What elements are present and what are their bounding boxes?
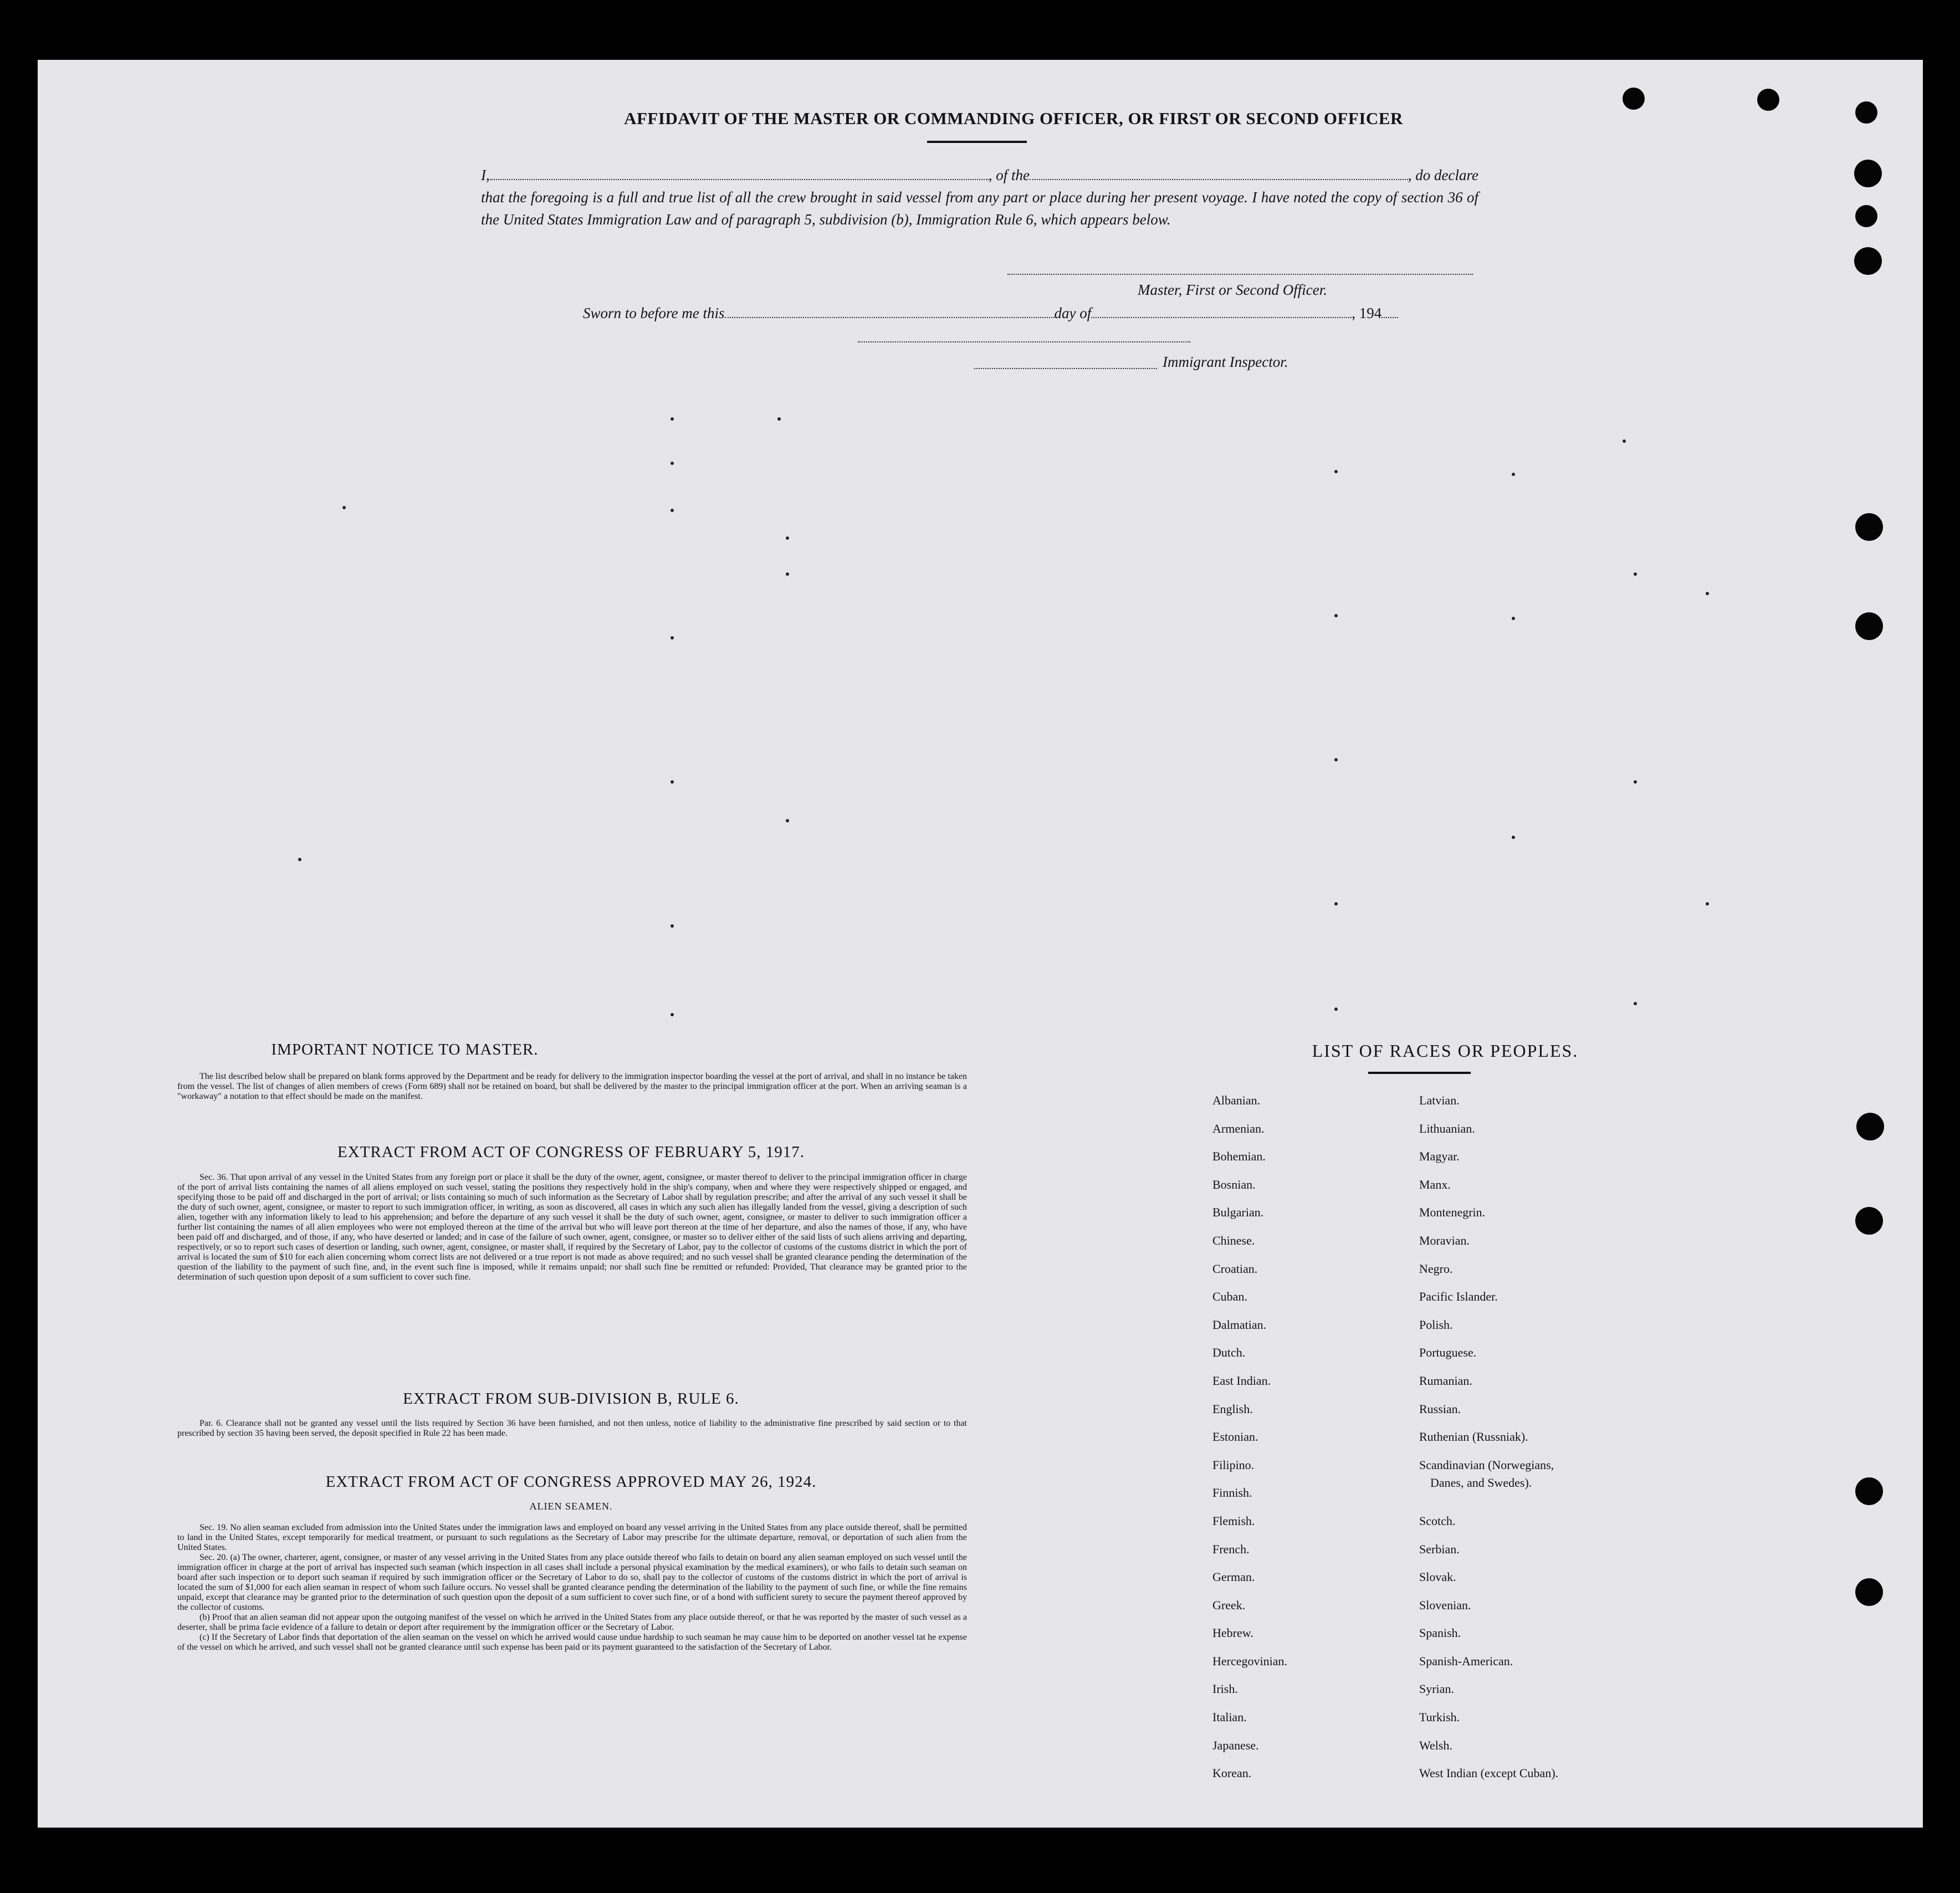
speck: [1512, 617, 1515, 620]
binder-hole-8: [1855, 612, 1883, 640]
race-item: West Indian (except Cuban).: [1419, 1766, 1559, 1781]
race-item: Hebrew.: [1212, 1626, 1253, 1640]
extract2-paragraph: Par. 6. Clearance shall not be granted any vessel until the lists required by Section 36 have been furnished, and not then unless, notice of liability to the administrative fine prescribed by said section or to that prescribed by section 35 having been served, the deposit specified in Rule 22 has been made.: [177, 1419, 967, 1438]
title-underline: [927, 141, 1027, 143]
sworn-year: , 194: [1352, 305, 1382, 321]
speck: [671, 462, 674, 465]
race-item: Moravian.: [1419, 1233, 1470, 1247]
declaration-of-the: , of the: [988, 167, 1030, 183]
race-item: East Indian.: [1212, 1373, 1271, 1388]
race-item: Portuguese.: [1419, 1345, 1477, 1360]
speck: [1512, 836, 1515, 839]
races-left-column: [1212, 1094, 1287, 1795]
race-item: Croatian.: [1212, 1261, 1258, 1276]
race-item: Welsh.: [1419, 1738, 1452, 1752]
race-item: Spanish-American.: [1419, 1654, 1513, 1668]
race-item: Finnish.: [1212, 1486, 1252, 1500]
sworn-day-of: day of: [1054, 305, 1092, 321]
race-item: Greek.: [1212, 1598, 1246, 1612]
race-item: Danes, and Swedes).: [1430, 1475, 1532, 1490]
race-item: Scandinavian (Norwegians,: [1419, 1457, 1554, 1472]
speck: [786, 536, 789, 540]
race-item: Chinese.: [1212, 1233, 1255, 1247]
binder-hole-4: [1854, 160, 1882, 187]
speck: [786, 572, 789, 576]
race-item: Negro.: [1419, 1261, 1453, 1276]
speck: [1623, 439, 1626, 443]
race-item: Latvian.: [1419, 1093, 1460, 1107]
notice-paragraph: The list described below shall be prepared on blank forms approved by the Department and be ready for delivery to the immigration inspector boarding the vessel at the port of arrival, and shall in no instance be taken from the vessel. The list of changes of alien members of crews (Form 689) shall not be retained on board, but shall be delivered by the master to the principal immigration officer at the port. When an arriving seaman is a "workaway" a notation to that effect should be made on the manifest.: [177, 1072, 967, 1101]
sec19-paragraph: Sec. 19. No alien seaman excluded from admission into the United States under the immigration laws and employed on board any vessel arriving in the United States from any place outside thereof, shall be permitted to land in the United States, except temporarily for medical treatment, or pursuant to such regulations as the Secretary of Labor may prescribe for the ultimate departure, removal, or deportation of such alien from the United States.: [177, 1523, 967, 1552]
race-item: Manx.: [1419, 1177, 1451, 1191]
vessel-blank[interactable]: [1030, 167, 1408, 180]
extract1-paragraph: Sec. 36. That upon arrival of any vessel in the United States from any foreign port or place it shall be the duty of the owner, agent, consignee, or master thereof to deliver to the principal immigration officer in charge of the port of arrival lists containing the names of all aliens employed on such vessel, stating the positions they respectively hold in the ship's company, when and where they were respectively shipped or engaged, and specifying those to be paid off and discharged in the port of arrival; or lists containing so much of such information as the Secretary of Labor shall by regulation prescribe; and after the arrival of any such vessel it shall be the duty of such owner, agent, consignee, or master to report to such immigration officer, in writing, as soon as discovered, all cases in which any such alien has illegally landed from the vessel, giving a description of such alien, together with any information likely to lead to his apprehension; and before the departure of any such vessel it shall be the duty of such owner, agent, consignee, or master to deliver to such immigration officer a further list containing the names of all alien employees who were not employed thereon at the time of the arrival but who will leave port thereon at the time of her departure, and also the names of those, if any, who have been paid off and discharged, and of those, if any, who have deserted or landed; and in case of the failure of such owner, agent, consignee, or master so to deliver either of the said lists of such aliens arriving and departing, respectively, or so to report such cases of desertion or landing, such owner, agent, consignee, or master shall, if required by the Secretary of Labor, pay to the collector of customs of the customs district in which the port of arrival is located the sum of $10 for each alien concerning whom correct lists are not delivered or a true report is not made as above required; and no such vessel shall be granted clearance pending the determination of the question of the liability to the payment of such fine, and, in the event such fine is imposed, while it remains unpaid; nor shall such fine be remitted or refunded: Provided, That clearance may be granted prior to the determination of such question upon deposit of a sum sufficient to cover such fine.: [177, 1173, 967, 1282]
race-item: Magyar.: [1419, 1149, 1460, 1164]
speck: [1706, 592, 1709, 595]
binder-hole-6: [1854, 247, 1882, 275]
speck: [1634, 780, 1637, 784]
race-item: Japanese.: [1212, 1738, 1259, 1752]
sworn-line: [583, 305, 1481, 322]
race-item: French.: [1212, 1542, 1250, 1556]
race-item: Bohemian.: [1212, 1149, 1266, 1164]
races-title: LIST OF RACES OR PEOPLES.: [1312, 1041, 1579, 1061]
binder-hole-9: [1856, 1113, 1884, 1140]
name-blank[interactable]: [490, 167, 989, 180]
race-item: Ruthenian (Russniak).: [1419, 1430, 1528, 1444]
binder-hole-1: [1623, 88, 1645, 110]
race-item: Rumanian.: [1419, 1373, 1472, 1388]
notice-title: IMPORTANT NOTICE TO MASTER.: [271, 1041, 539, 1058]
race-item: Armenian.: [1212, 1121, 1265, 1135]
race-item: Lithuanian.: [1419, 1121, 1475, 1135]
race-item: Spanish.: [1419, 1626, 1461, 1640]
binder-hole-5: [1855, 205, 1877, 227]
declaration-text: that the foregoing is a full and true list of all the crew brought in said vessel from any part or place during her present voyage. I have noted the copy of section 36 of the United States Immigration Law and of paragraph 5, subdivision (b), Immigration Rule 6, which appears below.: [481, 189, 1478, 228]
speck: [777, 417, 781, 421]
races-title-underline: [1368, 1072, 1471, 1074]
extract2-title: EXTRACT FROM SUB-DIVISION B, RULE 6.: [403, 1390, 739, 1408]
sec20c-paragraph: (c) If the Secretary of Labor finds that deportation of the alien seaman on the vessel on which he arrived would cause undue hardship to such seaman he may cause him to be deported on another vessel tat he expense of the vessel on which he arrived, and such vessel shall not be granted clearance until such expense has been paid or its payment guaranteed to the satisfaction of the Secretary of Labor.: [177, 1633, 967, 1652]
race-item: Serbian.: [1419, 1542, 1460, 1556]
speck: [1334, 758, 1338, 761]
race-item: Slovak.: [1419, 1570, 1456, 1584]
sworn-year-blank[interactable]: [1381, 305, 1398, 318]
speck: [671, 417, 674, 421]
race-item: Turkish.: [1419, 1710, 1460, 1725]
sec20b-paragraph: (b) Proof that an alien seaman did not appear upon the outgoing manifest of the vessel on which he arrived in the United States from any place outside thereof, or that he was reported by the master of such vessel as a deserter, shall be prima facie evidence of a failure to detain or deport after requirement by the immigration officer or the Secretary of Labor.: [177, 1613, 967, 1632]
speck: [1634, 1002, 1637, 1005]
speck: [342, 506, 346, 509]
race-item: Korean.: [1212, 1766, 1252, 1781]
speck: [1334, 902, 1338, 905]
race-item: Slovenian.: [1419, 1598, 1471, 1612]
speck: [671, 780, 674, 784]
notice-text: [177, 1072, 967, 1102]
speck: [1634, 572, 1637, 576]
binder-hole-7: [1855, 513, 1883, 541]
declaration-i: I,: [481, 167, 490, 183]
speck: [671, 1013, 674, 1016]
speck: [671, 509, 674, 512]
race-item: Syrian.: [1419, 1682, 1454, 1696]
race-item: Italian.: [1212, 1710, 1247, 1725]
speck: [786, 819, 789, 822]
races-right-column: [1419, 1094, 1558, 1795]
speck: [1334, 1007, 1338, 1011]
extract3-title: EXTRACT FROM ACT OF CONGRESS APPROVED MAY 26, 1924.: [325, 1473, 817, 1491]
affidavit-body: [481, 164, 1478, 231]
declaration-do-declare: , do declare: [1408, 167, 1478, 183]
extract1-title: EXTRACT FROM ACT OF CONGRESS OF FEBRUARY 5, 1917.: [337, 1143, 805, 1161]
extract3-subtitle: ALIEN SEAMEN.: [529, 1501, 613, 1512]
race-item: Hercegovinian.: [1212, 1654, 1287, 1668]
speck: [671, 924, 674, 928]
declaration-line: [481, 164, 1478, 186]
speck: [298, 858, 301, 861]
race-item: Flemish.: [1212, 1513, 1255, 1528]
extract2-text: [177, 1419, 967, 1439]
extract1-text: [177, 1173, 967, 1282]
race-item: Cuban.: [1212, 1290, 1247, 1304]
sworn-prefix: Sworn to before me this: [583, 305, 725, 321]
master-signature-line[interactable]: [1007, 274, 1473, 275]
speck: [671, 636, 674, 639]
speck: [1334, 614, 1338, 617]
race-item: Dalmatian.: [1212, 1317, 1267, 1332]
document-sheet: [38, 60, 1923, 1828]
sworn-month-blank[interactable]: [1091, 305, 1352, 318]
race-item: Bulgarian.: [1212, 1205, 1264, 1220]
race-item: Russian.: [1419, 1401, 1461, 1416]
extract3-text: [177, 1523, 967, 1652]
affidavit-title: AFFIDAVIT OF THE MASTER OR COMMANDING OFFICER, OR FIRST OR SECOND OFFICER: [624, 109, 1403, 128]
race-item: Scotch.: [1419, 1513, 1456, 1528]
binder-hole-10: [1855, 1207, 1883, 1235]
inspector-signature-line[interactable]: [974, 368, 1157, 369]
speck: [1512, 473, 1515, 476]
race-item: Estonian.: [1212, 1430, 1258, 1444]
binder-hole-2: [1757, 89, 1779, 111]
race-item: Bosnian.: [1212, 1177, 1256, 1191]
race-item: German.: [1212, 1570, 1255, 1584]
race-item: Polish.: [1419, 1317, 1453, 1332]
sec20a-paragraph: Sec. 20. (a) The owner, charterer, agent, consignee, or master of any vessel arriving in the United States from any place outside thereof who fails to detain on board any alien seaman employed on such vessel until the immigration officer in charge at the port of arrival has inspected such seaman (which inspection in all cases shall include a personal physical examination by the medical examiners), or who fails to detain such seaman on board after such inspection or to deport such seaman if required by such immigration officer or the Secretary of Labor to do so, shall pay to the collector of customs of the customs district in which the port of arrival is located the sum of $1,000 for each alien seaman in respect of whom such failure occurs. No vessel shall be granted clearance pending the determination of the liability to the payment of such fine, or while the fine remains unpaid, except that clearance may be granted prior to the determination of such question upon the deposit of a sum sufficient to cover such fine, or of a bond with sufficient surety to secure the payment thereof approved by the collector of customs.: [177, 1553, 967, 1612]
binder-hole-11: [1855, 1477, 1883, 1505]
race-item: Dutch.: [1212, 1345, 1246, 1360]
race-item: Albanian.: [1212, 1093, 1261, 1107]
race-item: Montenegrin.: [1419, 1205, 1486, 1220]
race-item: English.: [1212, 1401, 1253, 1416]
race-item: Pacific Islander.: [1419, 1290, 1498, 1304]
speck: [1706, 902, 1709, 905]
race-item: Irish.: [1212, 1682, 1238, 1696]
binder-hole-12: [1855, 1578, 1883, 1606]
speck: [1334, 470, 1338, 473]
sworn-date-blank[interactable]: [725, 305, 1055, 318]
race-item: Filipino.: [1212, 1457, 1255, 1472]
master-label: Master, First or Second Officer.: [1138, 282, 1327, 298]
inspector-label: Immigrant Inspector.: [1163, 354, 1288, 370]
witness-line[interactable]: [858, 341, 1190, 342]
